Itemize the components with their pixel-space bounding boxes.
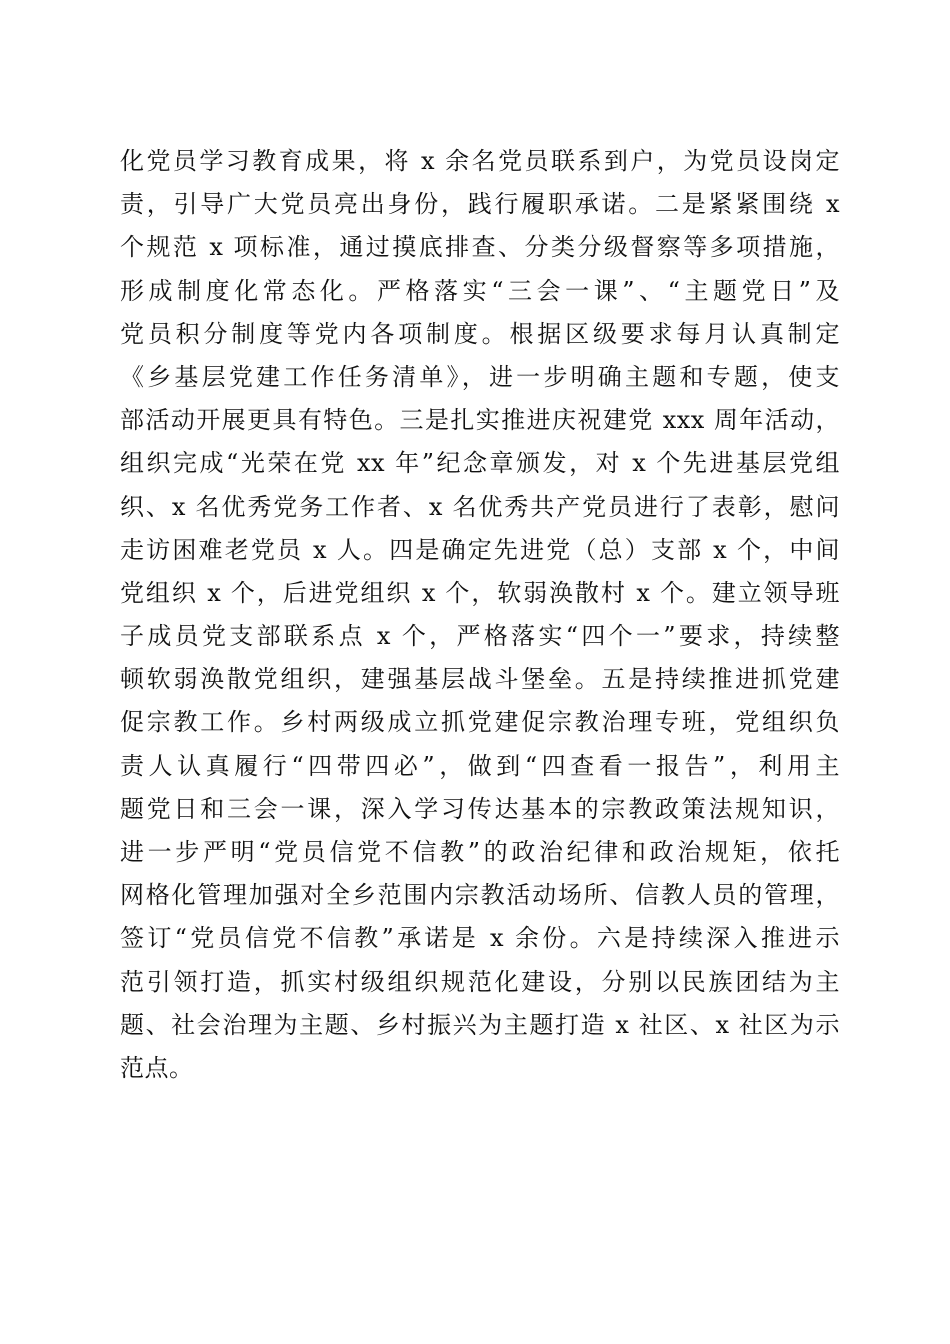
text-line: 责，引导广大党员亮出身份，践行履职承诺。二是紧紧围绕 x: [120, 190, 840, 219]
text-line: 部活动开展更具有特色。三是扎实推进庆祝建党 xxx 周年活动，: [120, 406, 840, 435]
text-line: 签订“党员信党不信教”承诺是 x 余份。六是持续深入推进示: [120, 924, 840, 953]
text-line: 《乡基层党建工作任务清单》，进一步明确主题和专题，使支: [120, 362, 840, 391]
text-line: 织、x 名优秀党务工作者、x 名优秀共产党员进行了表彰，慰问: [120, 492, 840, 521]
text-line: 责人认真履行“四带四必”，做到“四查看一报告”，利用主: [120, 751, 840, 780]
body-paragraph: [120, 140, 840, 1090]
text-line: 范点。: [120, 1053, 194, 1082]
text-line: 网格化管理加强对全乡范围内宗教活动场所、信教人员的管理，: [120, 881, 840, 910]
text-line: 形成制度化常态化。严格落实“三会一课”、“主题党日”及: [120, 276, 840, 305]
text-line: 顿软弱涣散党组织，建强基层战斗堡垒。五是持续推进抓党建: [120, 665, 840, 694]
text-line: 促宗教工作。乡村两级成立抓党建促宗教治理专班，党组织负: [120, 708, 840, 737]
text-line: 个规范 x 项标准，通过摸底排查、分类分级督察等多项措施，: [120, 233, 840, 262]
text-line: 题、社会治理为主题、乡村振兴为主题打造 x 社区、x 社区为示: [120, 1010, 840, 1039]
text-line: 走访困难老党员 x 人。四是确定先进党（总）支部 x 个，中间: [120, 535, 840, 564]
text-line: 范引领打造，抓实村级组织规范化建设，分别以民族团结为主: [120, 967, 840, 996]
text-line: 党组织 x 个，后进党组织 x 个，软弱涣散村 x 个。建立领导班: [120, 578, 840, 607]
text-line: 题党日和三会一课，深入学习传达基本的宗教政策法规知识，: [120, 794, 840, 823]
text-line: 子成员党支部联系点 x 个，严格落实“四个一”要求，持续整: [120, 622, 840, 651]
text-line: 组织完成“光荣在党 xx 年”纪念章颁发，对 x 个先进基层党组: [120, 449, 840, 478]
text-line: 党员积分制度等党内各项制度。根据区级要求每月认真制定: [120, 319, 840, 348]
text-line: 化党员学习教育成果，将 x 余名党员联系到户，为党员设岗定: [120, 147, 840, 175]
text-line: 进一步严明“党员信党不信教”的政治纪律和政治规矩，依托: [120, 838, 840, 866]
